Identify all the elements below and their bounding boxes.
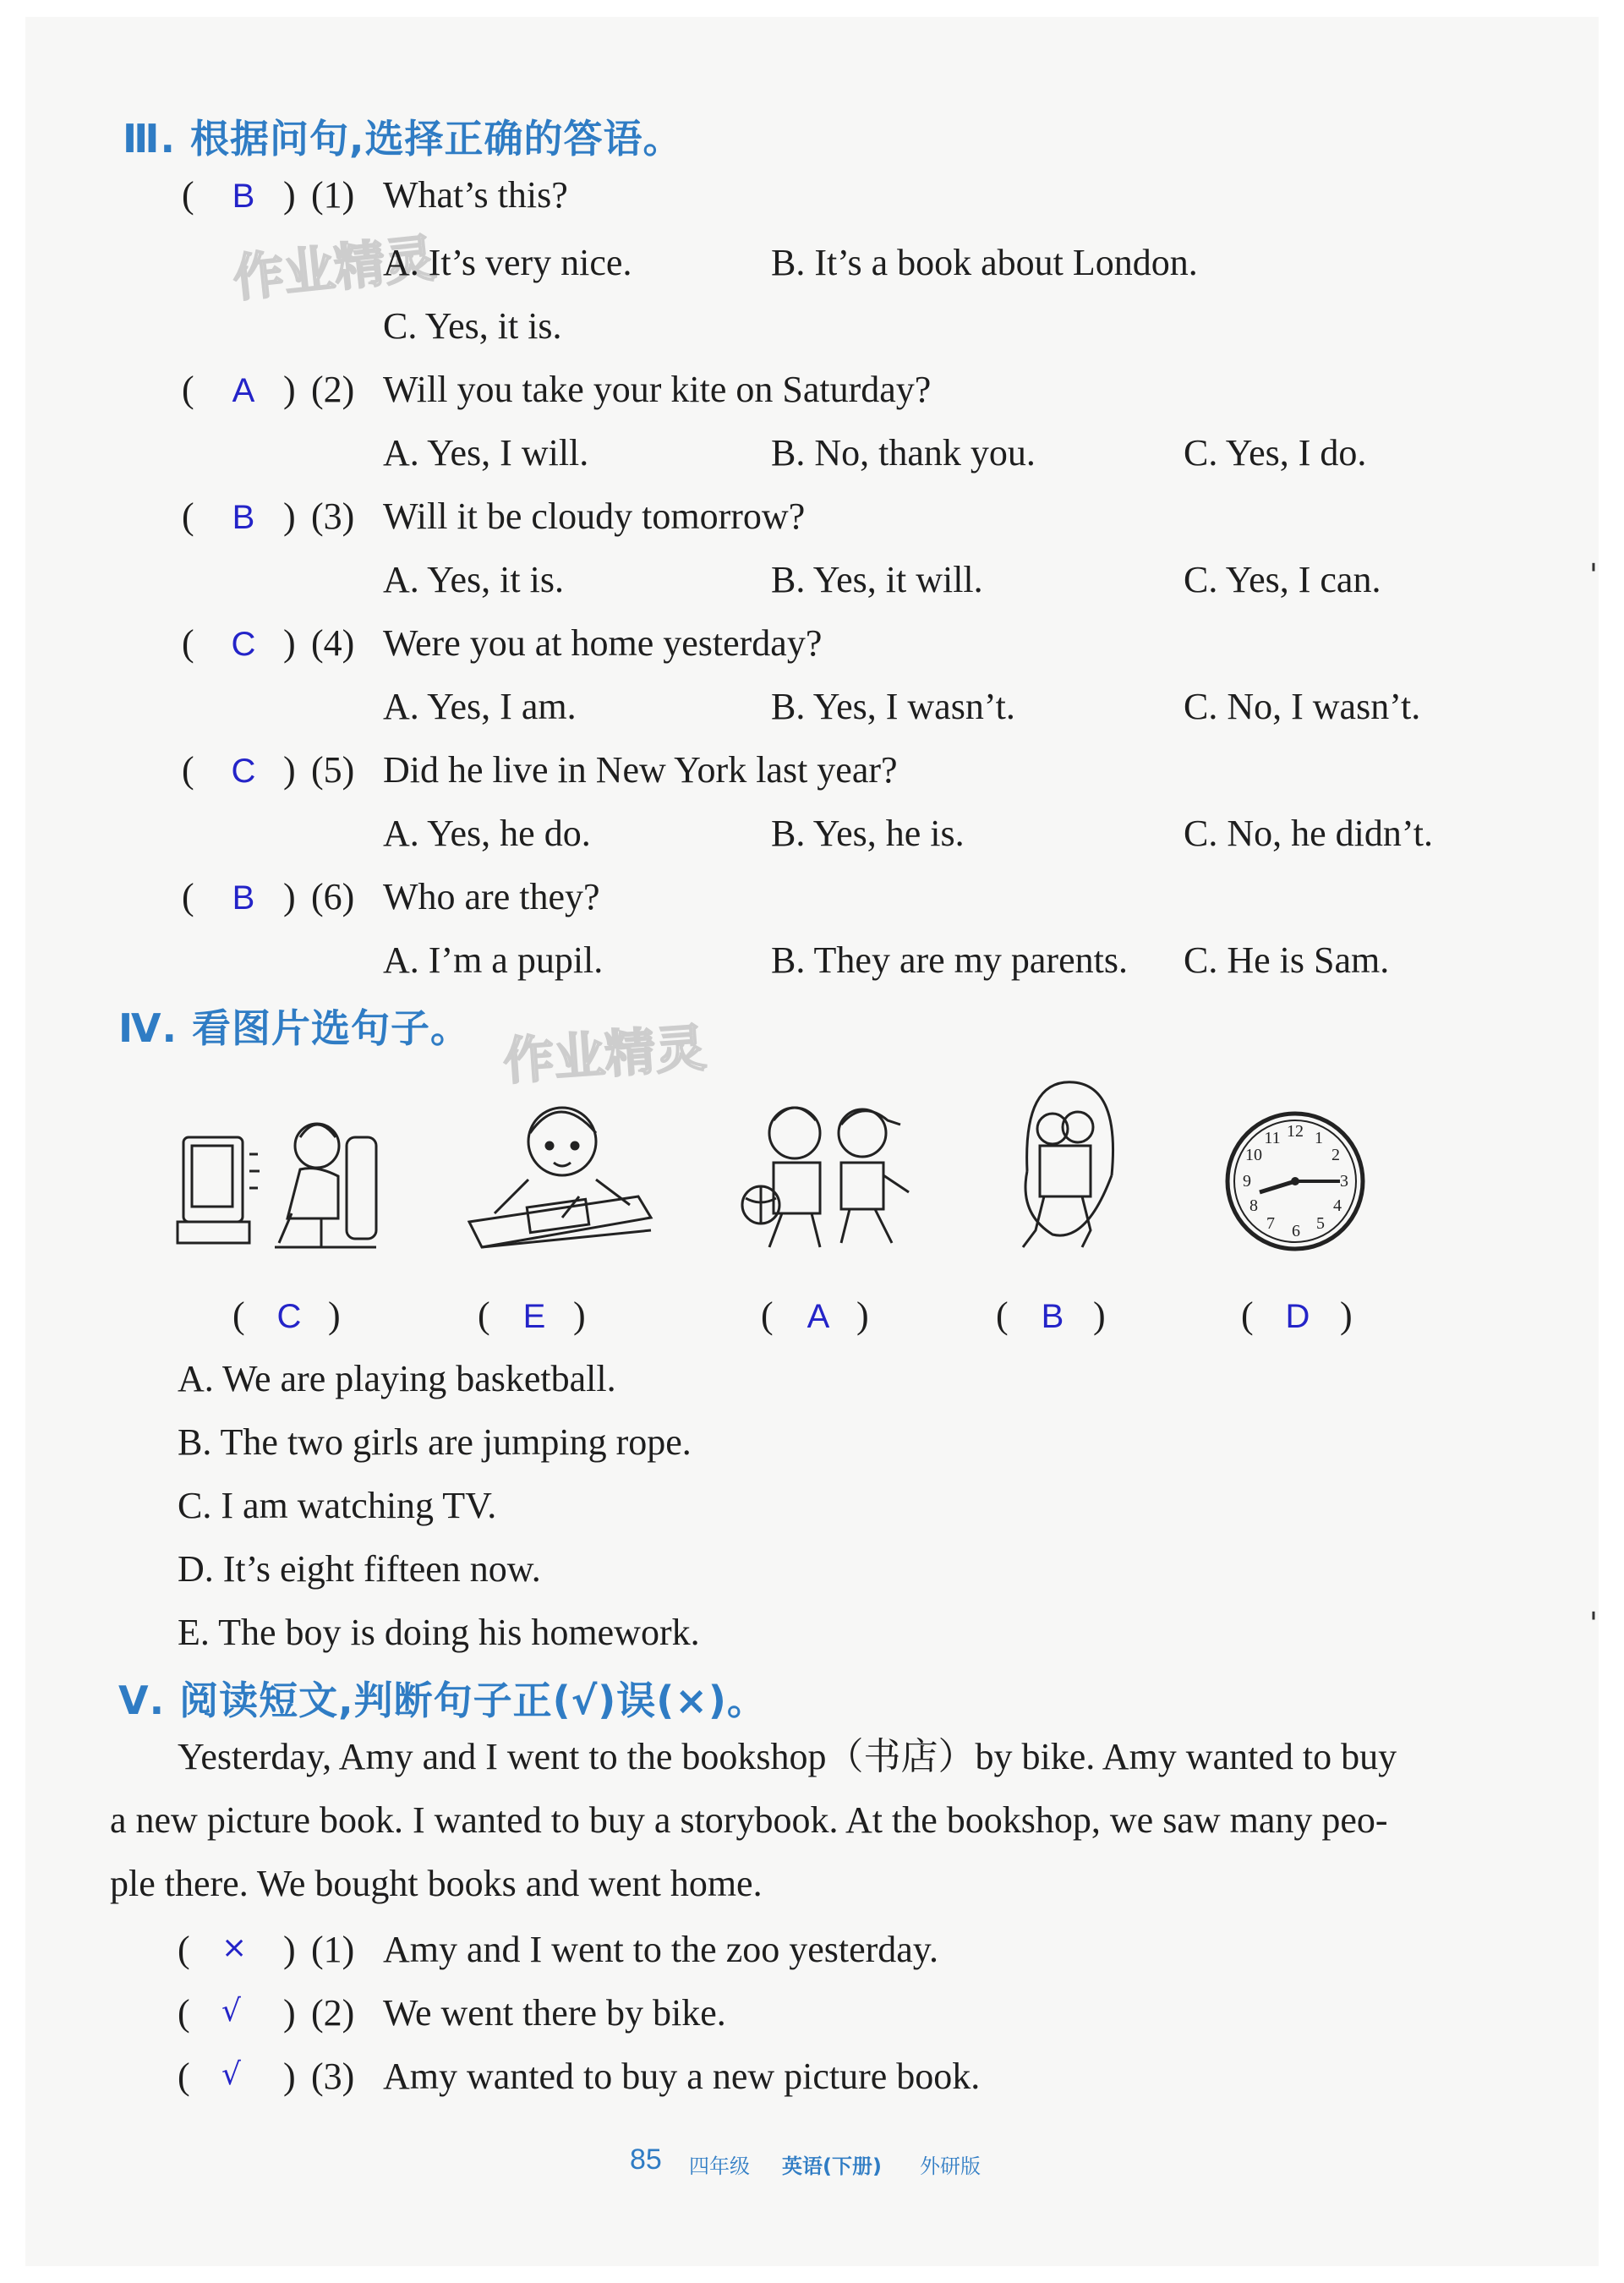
answer-bracket: ) [856,1295,869,1336]
section-3-title: Ⅲ. 根据问句,选择正确的答语。 [123,116,683,162]
option-c: C. No, he didn’t. [1184,813,1433,854]
answer-bracket: ( [182,369,194,410]
option-c: C. Yes, I do. [1184,432,1367,474]
question-text: Were you at home yesterday? [383,622,823,664]
answer-letter: B [232,879,255,917]
judgement-mark: √ [221,1994,241,2028]
option-c: C. Yes, I can. [1184,559,1381,600]
option-a: A. I’m a pupil. [383,939,604,981]
question-number: (5) [311,749,355,791]
question-number: (1) [311,174,355,216]
answer-bracket: ( [761,1295,774,1336]
answer-bracket: ) [283,876,296,917]
question-number: (3) [311,495,355,537]
clock-number: 9 [1243,1172,1251,1191]
option-a: A. Yes, it is. [383,559,564,600]
passage-line: ple there. We bought books and went home. [110,1863,763,1904]
clock-number: 1 [1315,1129,1323,1147]
statement-number: (3) [311,2056,355,2097]
option-a: A. Yes, I am. [383,686,577,727]
option-c: C. Yes, it is. [383,305,562,347]
clock-number: 6 [1292,1222,1300,1240]
page-number: 85 [630,2143,662,2176]
answer-bracket: ( [178,1929,190,1970]
answer-bracket: ( [232,1295,245,1336]
section-4-title: Ⅳ. 看图片选句子。 [118,1005,471,1051]
statement-text: Amy wanted to buy a new picture book. [383,2056,981,2097]
statement-number: (2) [311,1992,355,2034]
clock-number: 12 [1287,1122,1304,1141]
answer-letter: A [232,372,255,409]
option-c: C. No, I wasn’t. [1184,686,1421,727]
statement-text: We went there by bike. [383,1992,726,2034]
answer-bracket: ( [478,1295,490,1336]
answer-letter: B [232,178,255,215]
answer-bracket: ( [1241,1295,1254,1336]
answer-letter: C [231,753,256,790]
sentence-b: B. The two girls are jumping rope. [178,1421,692,1463]
question-number: (2) [311,369,355,410]
answer-bracket: ) [1093,1295,1106,1336]
option-b: B. Yes, he is. [771,813,965,854]
answer-bracket: ) [573,1295,586,1336]
footer-edition: 外研版 [920,2154,981,2178]
option-b: B. It’s a book about London. [771,242,1198,283]
question-text: Did he live in New York last year? [383,749,898,791]
watermark: 作业精灵 [501,1018,708,1092]
question-text: Who are they? [383,876,600,917]
clock-number: 10 [1245,1146,1262,1164]
sentence-e: E. The boy is doing his homework. [178,1612,700,1653]
sentence-d: D. It’s eight fifteen now. [178,1548,541,1590]
answer-bracket: ( [182,622,194,664]
answer-bracket: ( [182,174,194,216]
question-text: Will it be cloudy tomorrow? [383,495,806,537]
picture-answer: B [1041,1298,1064,1335]
answer-bracket: ( [178,2056,190,2097]
answer-bracket: ) [283,749,296,791]
tv-watching-picture [173,1103,385,1256]
jump-rope-picture [1010,1078,1120,1260]
statement-text: Amy and I went to the zoo yesterday. [383,1929,938,1970]
option-a: A. It’s very nice. [383,242,632,283]
option-a: A. Yes, I will. [383,432,589,474]
option-b: B. No, thank you. [771,432,1036,474]
basketball-picture [735,1095,930,1256]
sentence-a: A. We are playing basketball. [178,1358,616,1399]
question-text: What’s this? [383,174,568,216]
footer-grade: 四年级 [689,2154,750,2178]
question-number: (4) [311,622,355,664]
clock-number: 4 [1333,1196,1342,1215]
option-a: A. Yes, he do. [383,813,591,854]
answer-bracket: ) [283,622,296,664]
question-number: (6) [311,876,355,917]
watermark: 作业精灵 [230,228,439,309]
judgement-mark: × [221,1930,248,1965]
scan-mark: ' [1589,1607,1598,1641]
footer-subject: 英语(下册) [782,2154,882,2178]
answer-bracket: ( [182,495,194,537]
section-5-title: Ⅴ. 阅读短文,判断句子正(√)误(×)。 [118,1678,767,1723]
answer-bracket: ) [283,369,296,410]
picture-answer: E [522,1298,546,1335]
answer-bracket: ) [1340,1295,1353,1336]
passage-line: Yesterday, Amy and I went to the bookshop（书店）by bike. Amy wanted to buy [178,1736,1397,1777]
clock-number: 5 [1316,1214,1325,1233]
clock-number: 8 [1249,1196,1258,1215]
answer-letter: C [231,626,256,663]
answer-bracket: ) [283,2056,296,2097]
clock-number: 11 [1264,1129,1281,1147]
option-c: C. He is Sam. [1184,939,1390,981]
answer-bracket: ) [283,1929,296,1970]
answer-bracket: ) [328,1295,341,1336]
option-b: B. Yes, it will. [771,559,983,600]
answer-bracket: ) [283,495,296,537]
clock-number: 2 [1331,1146,1340,1164]
answer-bracket: ) [283,1992,296,2034]
statement-number: (1) [311,1929,355,1970]
answer-bracket: ( [178,1992,190,2034]
answer-letter: B [232,499,255,536]
judgement-mark: √ [221,2057,241,2092]
clock-number: 3 [1340,1172,1348,1191]
scan-mark: ' [1589,558,1598,593]
picture-answer: C [276,1298,302,1335]
answer-bracket: ( [996,1295,1009,1336]
option-b: B. Yes, I wasn’t. [771,686,1015,727]
answer-bracket: ( [182,749,194,791]
clock-number: 7 [1266,1214,1275,1233]
question-text: Will you take your kite on Saturday? [383,369,932,410]
picture-answer: A [807,1298,830,1335]
picture-answer: D [1285,1298,1310,1335]
sentence-c: C. I am watching TV. [178,1485,497,1526]
option-b: B. They are my parents. [771,939,1128,981]
answer-bracket: ) [283,174,296,216]
homework-picture [461,1095,655,1256]
answer-bracket: ( [182,876,194,917]
passage-line: a new picture book. I wanted to buy a storybook. At the bookshop, we saw many peo- [110,1799,1388,1841]
clock-picture [1222,1108,1370,1256]
